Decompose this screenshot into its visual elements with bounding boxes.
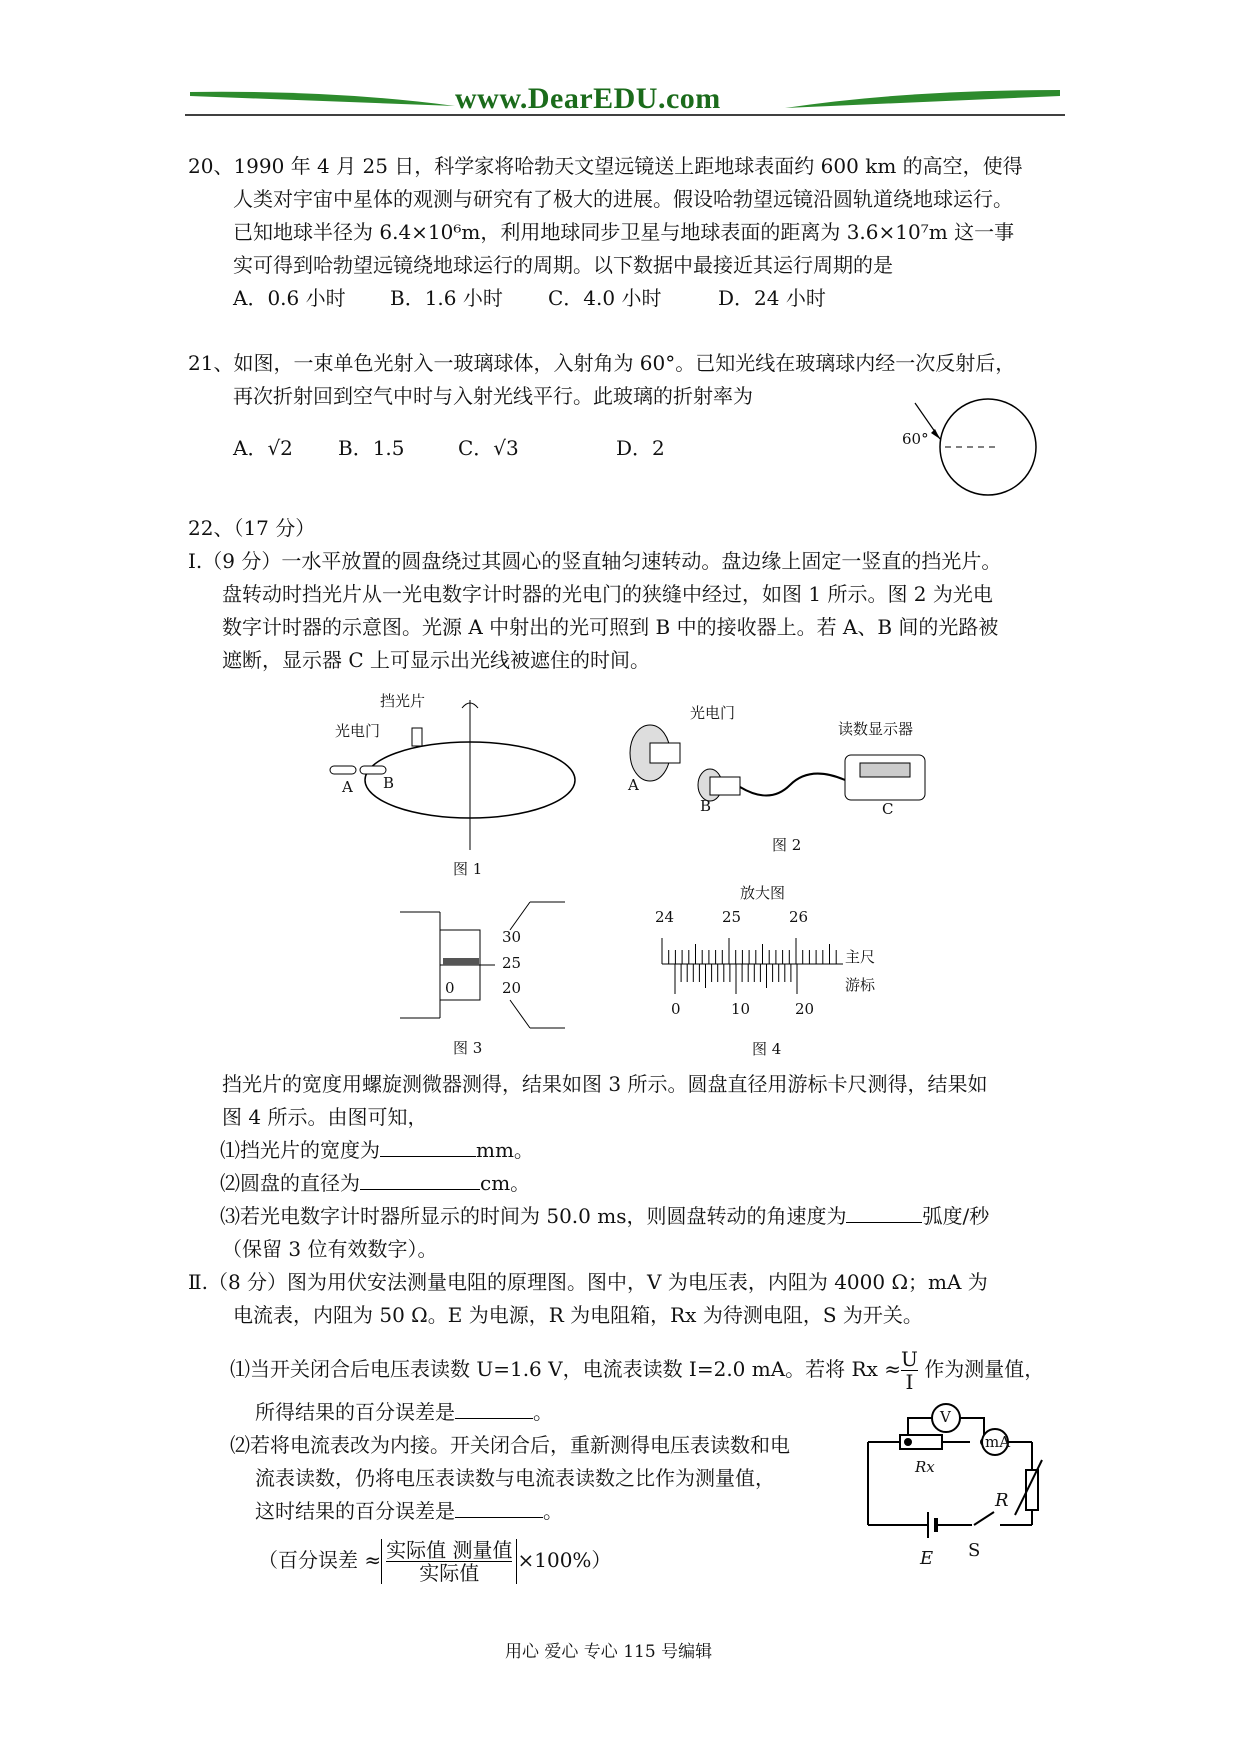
q22-sub3-note: （保留 3 位有效数字）。	[222, 1237, 438, 1261]
fig4-main-label: 主尺	[845, 948, 876, 966]
fig3-tick: 30	[502, 928, 522, 946]
formula-post: ×100%）	[517, 1548, 612, 1572]
period: 。	[533, 1400, 553, 1424]
sub2-text: ⑵圆盘的直径为	[220, 1171, 360, 1195]
rx-label: Rx	[915, 1458, 935, 1476]
q22-part1-line: I.（9 分）一水平放置的圆盘绕过其圆心的竖直轴匀速转动。盘边缘上固定一竖直的挡光片。	[188, 549, 1002, 573]
frac-den: I	[905, 1370, 914, 1394]
fig2-c-label: C	[882, 800, 894, 818]
circuit-diagram	[860, 1400, 1060, 1560]
formula-num: 实际值 测量值	[386, 1538, 513, 1562]
fig4-vernier-label: 游标	[845, 976, 876, 994]
voltmeter-label: V	[940, 1408, 951, 1426]
fig4-caption: 图 4	[752, 1040, 782, 1058]
e-label: E	[920, 1548, 934, 1569]
q22-part2-line: Ⅱ.（8 分）图为用伏安法测量电阻的原理图。图中，V 为电压表，内阻为 4000 Ω；mA 为	[188, 1270, 988, 1294]
fig2-caption: 图 2	[772, 836, 802, 854]
sub1-text: ⑴挡光片的宽度为	[220, 1138, 380, 1162]
sub3-unit: 弧度/秒	[922, 1204, 990, 1228]
r-label: R	[995, 1490, 1009, 1511]
fig2-b-label: B	[700, 797, 712, 815]
fig3-tick: 20	[502, 979, 522, 997]
q22-part1-line: 遮断，显示器 C 上可显示出光线被遮住的时间。	[222, 648, 651, 672]
frac-num: U	[900, 1347, 918, 1371]
period: 。	[543, 1499, 563, 1523]
fig4-main-tick: 24	[655, 908, 675, 926]
u-over-i	[901, 1348, 918, 1393]
q20-line: 20、1990 年 4 月 25 日，科学家将哈勃天文望远镜送上距地球表面约 600 km 的高空，使得	[188, 154, 1023, 178]
figure-1-disc	[320, 690, 590, 860]
fig1-a-label: A	[342, 778, 353, 796]
footer: 用心 爱心 专心 115 号编辑	[505, 1642, 713, 1662]
answer-blank[interactable]	[846, 1204, 922, 1223]
formula-fraction	[381, 1539, 517, 1584]
answer-blank[interactable]	[455, 1400, 533, 1419]
q20-option-d: D．24 小时	[718, 286, 826, 310]
error-formula	[258, 1535, 611, 1585]
p2-sub1	[230, 1346, 1044, 1393]
fig4-vernier-tick: 20	[795, 1000, 815, 1018]
fig4-main-tick: 26	[789, 908, 809, 926]
fig1-caption: 图 1	[453, 860, 483, 878]
p2-sub2-line: ⑵若将电流表改为内接。开关闭合后，重新测得电压表读数和电	[230, 1433, 790, 1457]
p2-sub2-line3	[255, 1495, 563, 1528]
q20-option-a: A．0.6 小时	[233, 286, 346, 310]
q22-part2-line: 电流表，内阻为 50 Ω。E 为电源，R 为电阻箱，Rx 为待测电阻，S 为开关。	[233, 1303, 923, 1327]
fig4-vernier-tick: 10	[731, 1000, 751, 1018]
q22-part1-line: 数字计时器的示意图。光源 A 中射出的光可照到 B 中的接收器上。若 A、B 间的光路被	[222, 615, 999, 639]
q21-option-b: B．1.5	[338, 436, 405, 460]
q20-line: 已知地球半径为 6.4×10⁶m，利用地球同步卫星与地球表面的距离为 3.6×10⁷m 这一事	[233, 220, 1015, 244]
q20-option-b: B．1.6 小时	[390, 286, 503, 310]
fig4-main-tick: 25	[722, 908, 742, 926]
p2-sub2-line: 流表读数，仍将电压表读数与电流表读数之比作为测量值，	[255, 1466, 775, 1490]
fig3-caption: 图 3	[453, 1039, 483, 1057]
angle-label: 60°	[902, 430, 929, 448]
p2-sub1-text: ⑴当开关闭合后电压表读数 U=1.6 V，电流表读数 I=2.0 mA。若将 Rx ≈	[230, 1357, 901, 1381]
formula-den: 实际值	[419, 1561, 480, 1585]
q22-sub1	[220, 1134, 534, 1167]
fig1-shutter-label: 挡光片	[380, 692, 426, 710]
figure-4-vernier	[660, 930, 845, 1000]
fig4-title: 放大图	[740, 884, 786, 902]
q21-option-c: C．√3	[458, 436, 519, 460]
q21-line: 21、如图，一束单色光射入一玻璃球体，入射角为 60°。已知光线在玻璃球内经一次反射后，	[188, 351, 1016, 375]
p2-sub1-post: 作为测量值，	[924, 1357, 1045, 1381]
sub3-text: ⑶若光电数字计时器所显示的时间为 50.0 ms，则圆盘转动的角速度为	[220, 1204, 847, 1228]
q20-option-c: C．4.0 小时	[548, 286, 662, 310]
q22-sub2	[220, 1167, 530, 1200]
q20-line: 实可得到哈勃望远镜绕地球运行的周期。以下数据中最接近其运行周期的是	[233, 253, 893, 277]
fig3-tick: 25	[502, 954, 522, 972]
s-label: S	[968, 1540, 981, 1561]
ammeter-label: mA	[985, 1433, 1011, 1451]
answer-blank[interactable]	[455, 1499, 543, 1518]
fig2-a-label: A	[628, 776, 639, 794]
q22-title: 22、（17 分）	[188, 516, 316, 540]
q21-option-a: A．√2	[233, 436, 293, 460]
formula-pre: （百分误差 ≈	[258, 1548, 382, 1572]
fig2-gate-label: 光电门	[690, 704, 736, 722]
fig1-gate-label: 光电门	[335, 722, 381, 740]
fig1-b-label: B	[383, 774, 395, 792]
q22-part1-line: 盘转动时挡光片从一光电数字计时器的光电门的狭缝中经过，如图 1 所示。图 2 为光电	[222, 582, 993, 606]
q20-line: 人类对宇宙中星体的观测与研究有了极大的进展。假设哈勃望远镜沿圆轨道绕地球运行。	[233, 187, 1013, 211]
site-logo[interactable]: www.DearEDU.com	[455, 82, 721, 115]
answer-blank[interactable]	[360, 1171, 480, 1190]
figure-3-micrometer	[395, 900, 570, 1030]
fig4-vernier-tick: 0	[671, 1000, 681, 1018]
fig2-display-label: 读数显示器	[838, 720, 914, 738]
fig3-zero: 0	[445, 979, 455, 997]
p2-sub1-line2	[255, 1396, 553, 1429]
sub2-unit: cm。	[480, 1171, 531, 1195]
q21-option-d: D．2	[616, 436, 665, 460]
q21-line: 再次折射回到空气中时与入射光线平行。此玻璃的折射率为	[233, 384, 753, 408]
p2-sub2-text3: 这时结果的百分误差是	[255, 1499, 455, 1523]
answer-blank[interactable]	[380, 1138, 476, 1157]
sub1-unit: mm。	[476, 1138, 534, 1162]
p2-sub1-text2: 所得结果的百分误差是	[255, 1400, 455, 1424]
q22-text: 图 4 所示。由图可知，	[222, 1105, 428, 1129]
q22-sub3	[220, 1200, 989, 1233]
q22-text: 挡光片的宽度用螺旋测微器测得，结果如图 3 所示。圆盘直径用游标卡尺测得，结果如	[222, 1072, 988, 1096]
